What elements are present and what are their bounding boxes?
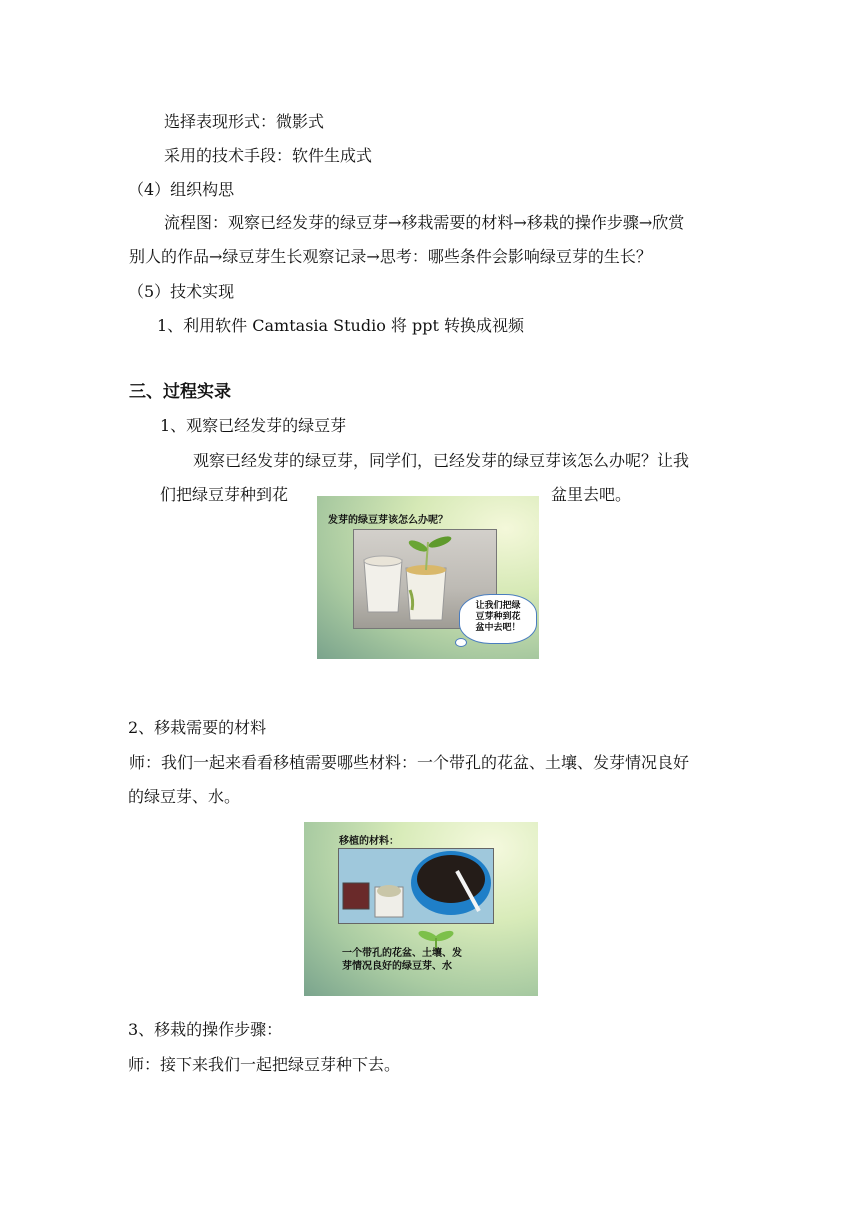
slide2-title: 移植的材料： [339, 836, 399, 847]
paragraph-presentation-form: 选择表现形式：微影式 [164, 112, 325, 131]
paragraph-software: 1、利用软件 Camtasia Studio 将 ppt 转换成视频 [157, 316, 525, 335]
paragraph-tech-method: 采用的技术手段：软件生成式 [164, 146, 373, 165]
slide-image-sprouts [317, 496, 539, 659]
heading-tech-implementation: （5）技术实现 [128, 282, 235, 301]
paragraph-observe-line2-left: 们把绿豆芽种到花 [160, 485, 289, 504]
bubble-tail [455, 638, 467, 647]
subheading-observe: 1、观察已经发芽的绿豆芽 [160, 416, 347, 435]
paragraph-steps: 师：接下来我们一起把绿豆芽种下去。 [128, 1055, 401, 1074]
bubble-line-3: 盆中去吧！ [475, 623, 521, 633]
slide2-caption [342, 947, 462, 973]
slide1-title: 发芽的绿豆芽该怎么办呢？ [328, 515, 448, 526]
paragraph-observe-line2-right: 盆里去吧。 [551, 485, 632, 504]
paragraph-flowchart-line1: 流程图：观察已经发芽的绿豆芽→移栽需要的材料→移栽的操作步骤→欣赏 [164, 213, 685, 232]
section-heading-process: 三、过程实录 [129, 382, 231, 402]
caption-line-2: 芽情况良好的绿豆芽、水 [342, 961, 452, 972]
subheading-materials: 2、移栽需要的材料 [128, 718, 267, 737]
paragraph-materials-line1: 师：我们一起来看看移植需要哪些材料：一个带孔的花盆、土壤、发芽情况良好 [129, 753, 690, 772]
heading-organization: （4）组织构思 [128, 180, 235, 199]
subheading-steps: 3、移栽的操作步骤： [128, 1020, 283, 1039]
paragraph-observe-line1: 观察已经发芽的绿豆芽，同学们，已经发芽的绿豆芽该怎么办呢？让我 [193, 451, 690, 470]
paragraph-flowchart-line2: 别人的作品→绿豆芽生长观察记录→思考：哪些条件会影响绿豆芽的生长？ [129, 247, 652, 266]
speech-bubble [459, 594, 537, 644]
materials-photo [338, 848, 494, 924]
slide-image-materials [304, 822, 538, 996]
bubble-line-1: 让我们把绿 [475, 601, 521, 611]
bubble-line-2: 豆芽种到花 [475, 612, 521, 622]
paragraph-materials-line2: 的绿豆芽、水。 [128, 787, 241, 806]
caption-line-1: 一个带孔的花盆、土壤、发 [342, 948, 462, 959]
pot-soil-illustration [339, 849, 493, 923]
